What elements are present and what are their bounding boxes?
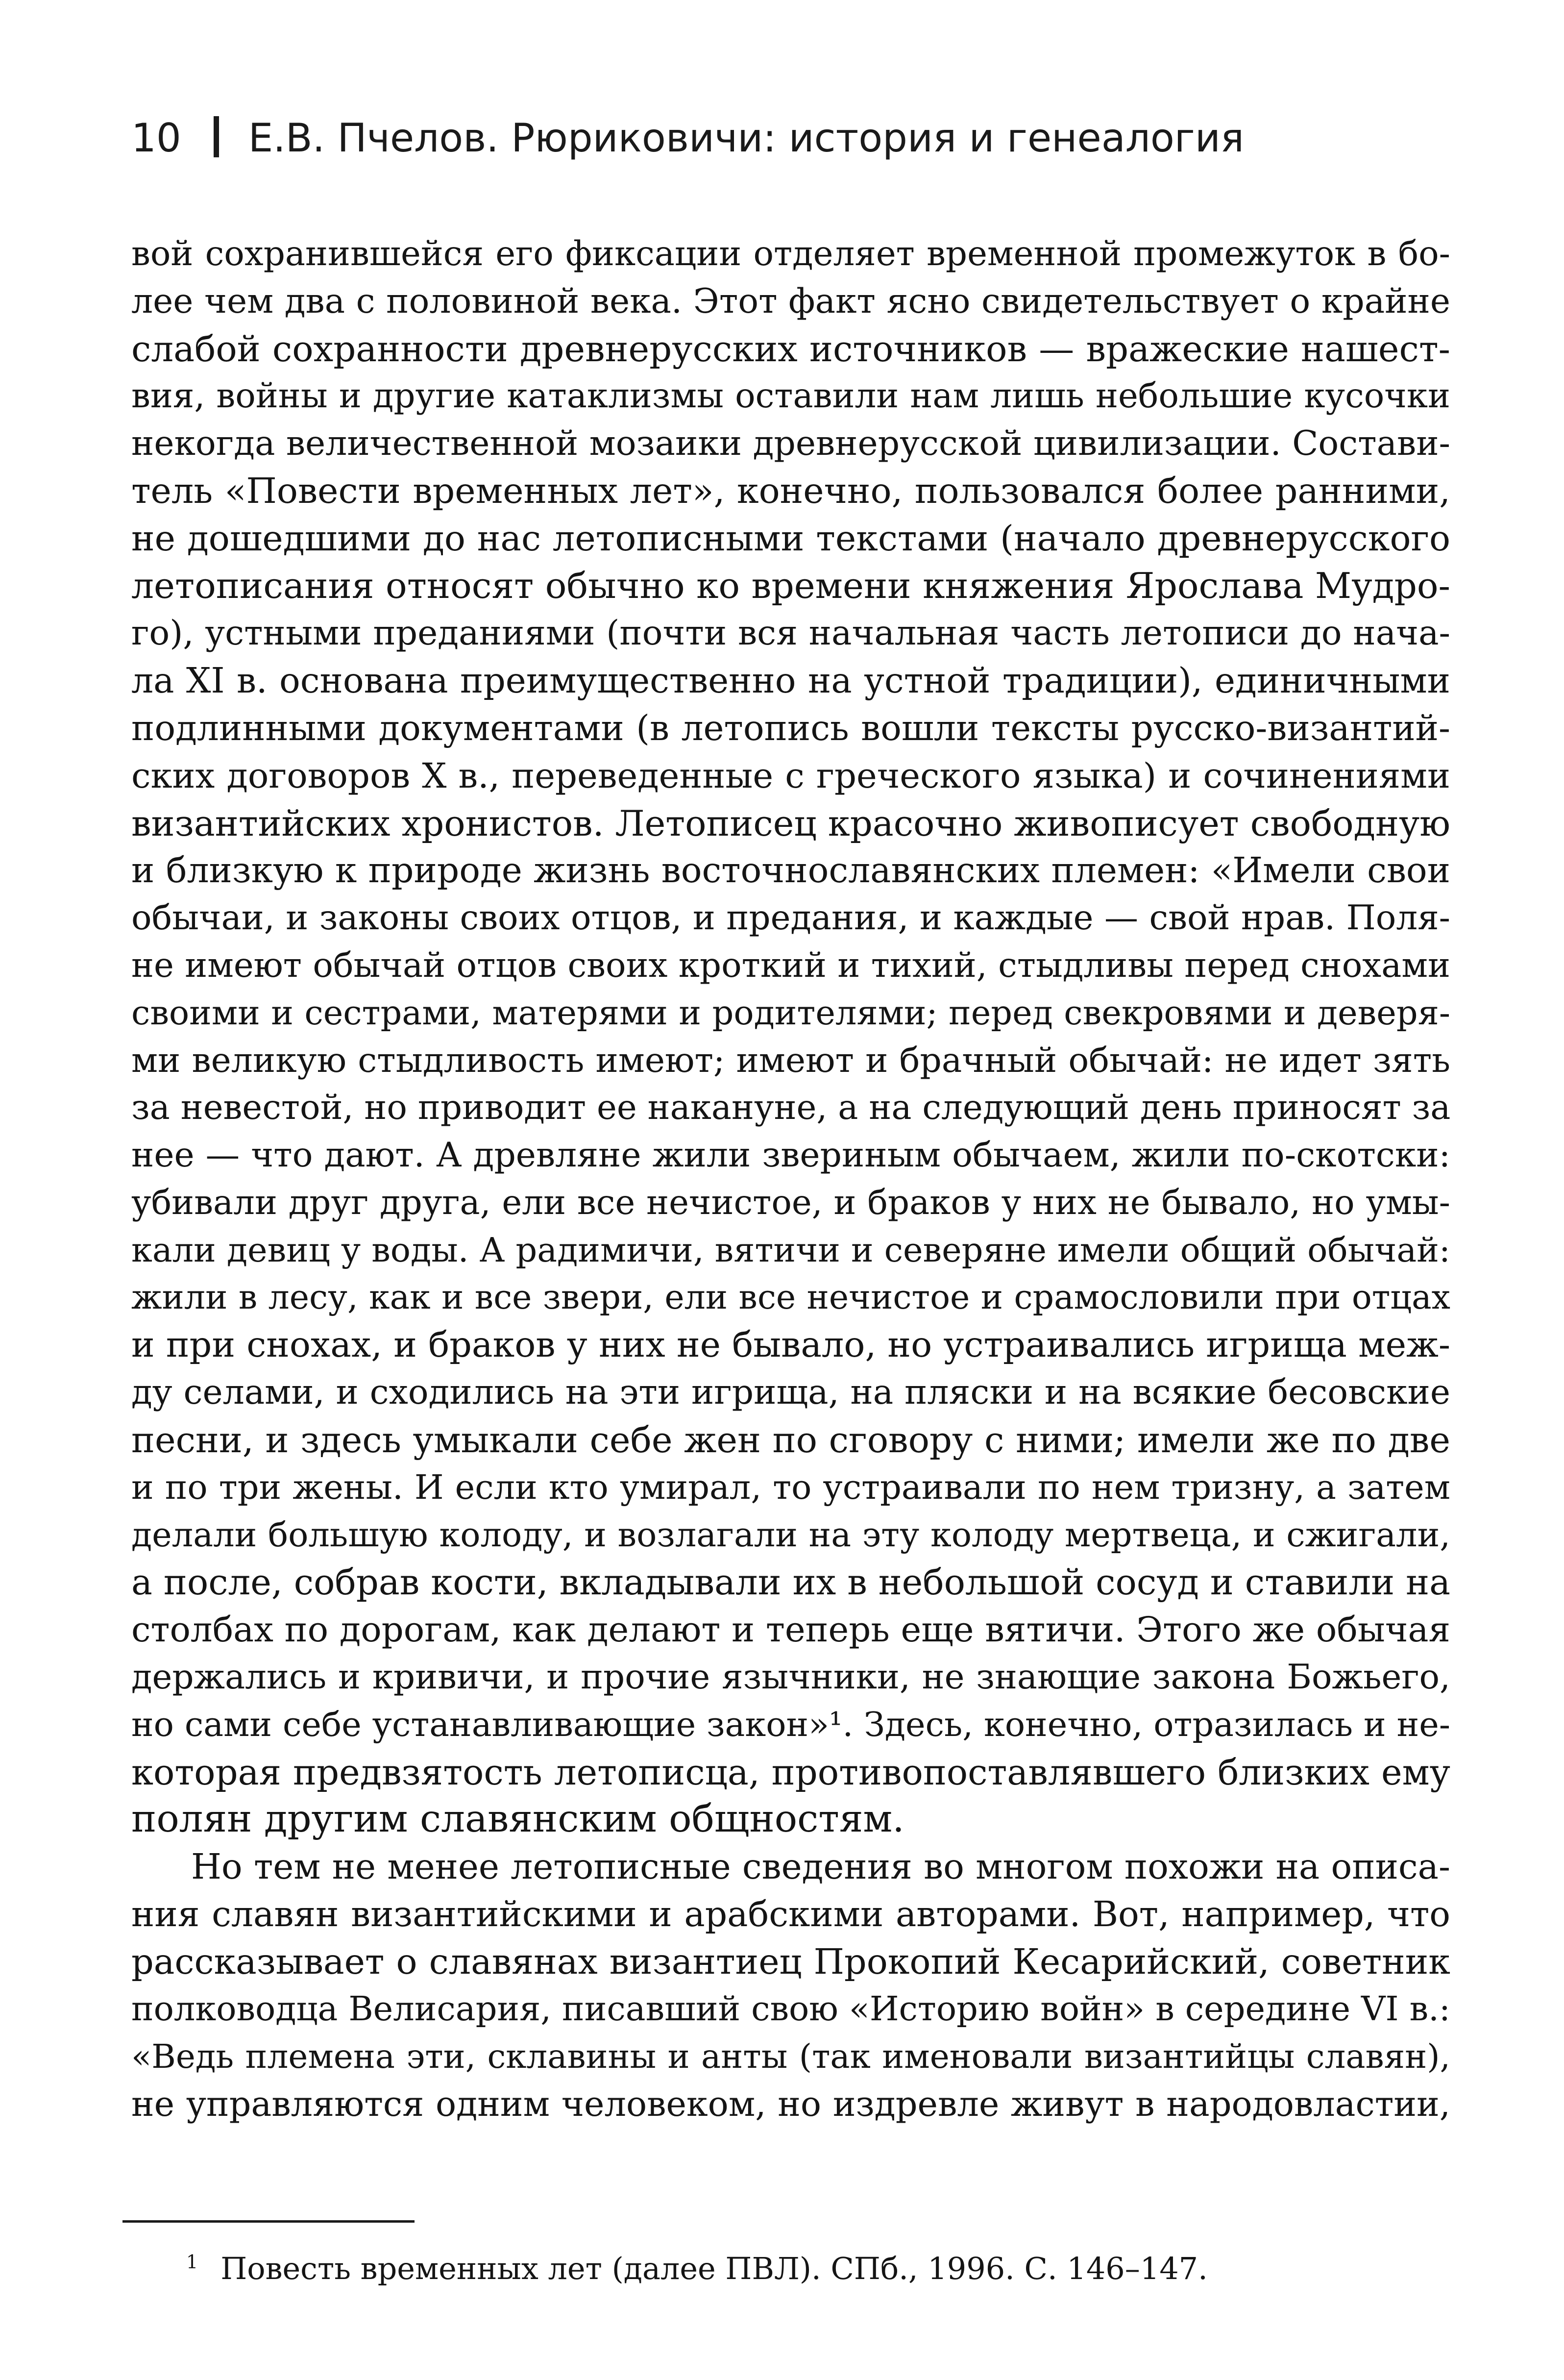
- text-line: ния славян византийскими и арабскими авторами. Вот, например, что: [131, 1893, 1450, 1934]
- text-line: песни, и здесь умыкали себе жен по сговору с ними; имели же по две: [131, 1419, 1450, 1461]
- text-line: своими и сестрами, матерями и родителями; перед свекровями и деверя-: [131, 993, 1450, 1033]
- text-line: за невестой, но приводит ее накануне, а на следующий день приносят за: [131, 1088, 1451, 1128]
- footnote-text: Повесть временных лет (далее ПВЛ). СПб., 1996. С. 146–147.: [220, 2251, 1208, 2286]
- footnote-rule: [122, 2220, 415, 2223]
- text-line: а после, собрав кости, вкладывали их в небольшой сосуд и ставили на: [131, 1562, 1450, 1603]
- paragraph-first-line: Но тем не менее летописные сведения во многом похожи на описа-: [191, 1846, 1450, 1887]
- running-title: Е.В. Пчелов. Рюриковичи: история и генеалогия: [248, 115, 1244, 161]
- text-line: столбах по дорогам, как делают и теперь еще вятичи. Этого же обычая: [131, 1610, 1450, 1650]
- text-line: подлинными документами (в летопись вошли тексты русско-византий-: [131, 707, 1450, 748]
- text-line: не дошедшими до нас летописными текстами (начало древнерусского: [131, 518, 1450, 559]
- text-line: «Ведь племена эти, склавины и анты (так именовали византийцы славян),: [131, 2037, 1450, 2076]
- text-line: но сами себе устанавливающие закон»¹. Здесь, конечно, отразилась и не-: [131, 1705, 1450, 1744]
- text-line: ми великую стыдливость имеют; имеют и брачный обычай: не идет зять: [131, 1040, 1450, 1080]
- running-header: [131, 114, 1244, 163]
- text-line: полководца Велисария, писавший свою «Историю войн» в середине VI в.:: [131, 1989, 1450, 2029]
- text-line: тель «Повести временных лет», конечно, пользовался более ранними,: [131, 470, 1450, 511]
- text-line: держались и кривичи, и прочие язычники, не знающие закона Божьего,: [131, 1657, 1450, 1697]
- text-line: кали девиц у воды. А радимичи, вятичи и северяне имели общий обычай:: [131, 1230, 1450, 1270]
- body-text: [131, 230, 1450, 2128]
- text-line: и при снохах, и браков у них не бывало, но устраивались игрища меж-: [131, 1324, 1450, 1365]
- text-line: го), устными преданиями (почти вся начальная часть летописи до нача-: [131, 613, 1450, 653]
- text-line: обычаи, и законы своих отцов, и предания, и каждые — свой нрав. Поля-: [131, 898, 1450, 938]
- text-line: вия, войны и другие катаклизмы оставили нам лишь небольшие кусочки: [131, 376, 1450, 416]
- text-line: слабой сохранности древнерусских источников — вражеские нашест-: [131, 328, 1450, 370]
- text-line: некогда величественной мозаики древнерусской цивилизации. Состави-: [131, 423, 1450, 464]
- text-line: летописания относят обычно ко времени княжения Ярослава Мудро-: [131, 565, 1450, 607]
- text-line: лее чем два с половиной века. Этот факт ясно свидетельствует о крайне: [131, 281, 1450, 321]
- text-line: рассказывает о славянах византиец Прокопий Кесарийский, советник: [131, 1941, 1450, 1982]
- text-line: византийских хронистов. Летописец красочно живописует свободную: [131, 802, 1450, 844]
- footnote-marker: 1: [186, 2251, 198, 2273]
- text-line: не имеют обычай отцов своих кроткий и тихий, стыдливы перед снохами: [131, 945, 1450, 985]
- text-line: делали большую колоду, и возлагали на эту колоду мертвеца, и сжигали,: [131, 1515, 1450, 1555]
- paragraph-last-line: полян другим славянским общностям.: [131, 1797, 904, 1841]
- text-line: ских договоров X в., переведенные с греческого языка) и сочинениями: [131, 755, 1450, 796]
- header-separator: [214, 116, 219, 157]
- footnote: [186, 2242, 1208, 2288]
- text-line: жили в лесу, как и все звери, ели все нечистое и срамословили при отцах: [131, 1278, 1450, 1317]
- text-line: ла XI в. основана преимущественно на устной традиции), единичными: [131, 660, 1450, 701]
- text-line: и по три жены. И если кто умирал, то устраивали по нем тризну, а затем: [131, 1467, 1450, 1507]
- text-line: вой сохранившейся его фиксации отделяет временной промежуток в бо-: [131, 234, 1450, 273]
- text-line: нее — что дают. А древляне жили звериным обычаем, жили по-скотски:: [131, 1135, 1450, 1175]
- text-line: которая предвзятость летописца, противопоставлявшего близких ему: [131, 1751, 1450, 1793]
- page-number: 10: [131, 115, 181, 161]
- text-line: убивали друг друга, ели все нечистое, и браков у них не бывало, но умы-: [131, 1183, 1450, 1222]
- text-line: и близкую к природе жизнь восточнославянских племен: «Имели свои: [131, 850, 1450, 891]
- text-line: ду селами, и сходились на эти игрища, на пляски и на всякие бесовские: [131, 1372, 1450, 1413]
- text-line: не управляются одним человеком, но издревле живут в народовластии,: [131, 2084, 1450, 2125]
